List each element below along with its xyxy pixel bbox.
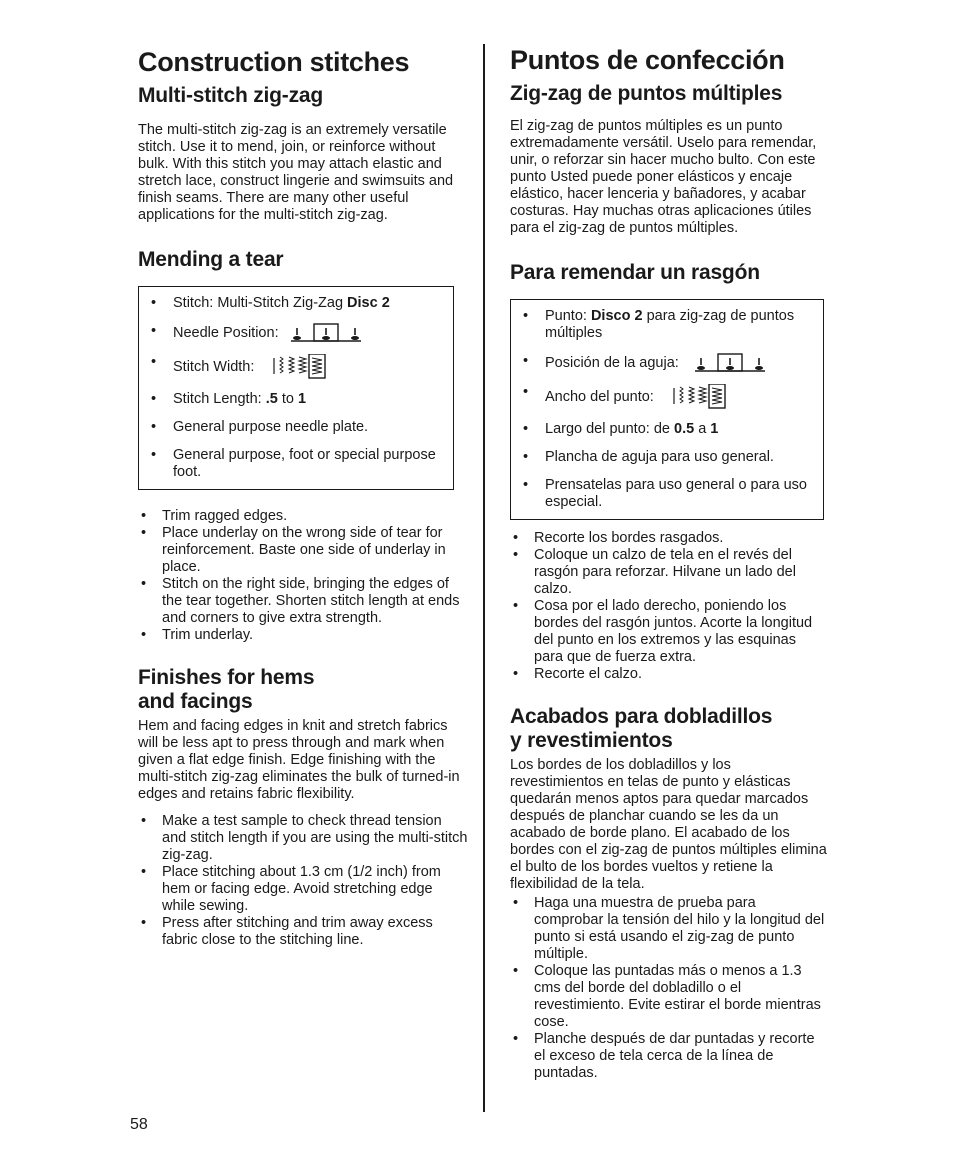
- list-item: • Trim ragged edges.: [138, 508, 468, 525]
- page-number: 58: [130, 1116, 148, 1133]
- settings-box-en: [138, 286, 454, 490]
- stitch-width-icon: [672, 384, 728, 410]
- setting-posicion-aguja: • Posición de la aguja:: [519, 353, 817, 373]
- list-item: • Haga una muestra de prueba para comprobar la tensión del hilo y la longitud del punto si está usando el zig-zag de punto múltiple.: [510, 895, 828, 963]
- setting-needle-position: • Needle Position:: [147, 323, 447, 343]
- finishes-heading-en: Finishes for hems and facings: [138, 666, 315, 713]
- list-item: • Recorte los bordes rasgados.: [510, 530, 828, 547]
- setting-stitch-width: • Stitch Width:: [147, 354, 447, 380]
- setting-needle-plate: • General purpose needle plate.: [147, 419, 447, 436]
- settings-box-es: [510, 299, 824, 520]
- english-column: [138, 44, 468, 949]
- list-item: • Stitch on the right side, bringing the edges of the tear together. Shorten stitch length at ends and corners to give extra strength.: [138, 576, 468, 627]
- finishes-steps-en: [138, 813, 468, 949]
- setting-stitch: • Stitch: Multi-Stitch Zig-Zag Disc 2: [147, 295, 447, 312]
- section-title-multi-stitch: Multi-stitch zig-zag: [138, 84, 323, 107]
- setting-largo-punto: • Largo del punto: de 0.5 a 1: [519, 421, 817, 438]
- spanish-column: [510, 44, 828, 1082]
- needle-position-icon: [289, 323, 363, 343]
- section-title-puntos-multiples: Zig-zag de puntos múltiples: [510, 82, 783, 105]
- column-divider: [483, 44, 485, 1112]
- mending-steps-es: [510, 530, 828, 683]
- mending-heading-en: Mending a tear: [138, 248, 284, 271]
- list-item: • Recorte el calzo.: [510, 666, 828, 683]
- stitch-width-icon: [272, 354, 328, 380]
- finishes-heading-es: Acabados para dobladillos y revestimientos: [510, 705, 773, 752]
- intro-paragraph-es: El zig-zag de puntos múltiples es un punto extremadamente versátil. Uselo para remendar, unir, o reforzar sin hacer mucho bulto. Con este punto Usted puede poner elásticos y encaje elástico, hacer lenceria y bañadores, y acabar costuras. Hay muchas otras aplicaciones útiles para el zig-zag de puntos múltiples.: [510, 118, 817, 236]
- list-item: • Press after stitching and trim away excess fabric close to the stitching line.: [138, 915, 468, 949]
- list-item: • Place stitching about 1.3 cm (1/2 inch) from hem or facing edge. Avoid stretching edge while sewing.: [138, 864, 468, 915]
- setting-ancho-punto: • Ancho del punto:: [519, 384, 817, 410]
- finishes-paragraph-en: Hem and facing edges in knit and stretch fabrics will be less apt to press through and mark when given a flat edge finish. Edge finishing with the multi-stitch zig-zag eliminates the bulk of turned-in edges and retains fabric flexibility.: [138, 718, 460, 802]
- list-item: • Trim underlay.: [138, 627, 468, 644]
- setting-foot: • General purpose, foot or special purpose foot.: [147, 447, 447, 481]
- list-item: • Cosa por el lado derecho, poniendo los bordes del rasgón juntos. Acorte la longitud del punto en los extremos y las esquinas para que de fuerza extra.: [510, 598, 828, 666]
- list-item: • Coloque un calzo de tela en el revés del rasgón para reforzar. Hilvane un lado del calzo.: [510, 547, 828, 598]
- needle-position-icon: [693, 353, 767, 373]
- list-item: • Make a test sample to check thread tension and stitch length if you are using the multi-stitch zig-zag.: [138, 813, 468, 864]
- setting-plancha-aguja: • Plancha de aguja para uso general.: [519, 449, 817, 466]
- setting-stitch-length: • Stitch Length: .5 to 1: [147, 391, 447, 408]
- setting-punto: • Punto: Disco 2 para zig-zag de puntos múltiples: [519, 308, 817, 342]
- finishes-paragraph-es: Los bordes de los dobladillos y los revestimientos en telas de punto y elásticas quedarán menos aptos para quedar marcados después de planchar cuando se les da un acabado de borde plano. El acabado de los bordes con el zig-zag de puntos múltiples elimina el bulto de los bordes vueltos y retiene la flexibilidad de la tela.: [510, 757, 827, 892]
- list-item: • Planche después de dar puntadas y recorte el exceso de tela cerca de la línea de puntadas.: [510, 1031, 828, 1082]
- page-title-es: Puntos de confección: [510, 45, 785, 75]
- mending-heading-es: Para remendar un rasgón: [510, 261, 760, 284]
- list-item: • Coloque las puntadas más o menos a 1.3 cms del borde del dobladillo o el revestimiento. Evite estirar el borde mientras cose.: [510, 963, 828, 1031]
- finishes-steps-es: [510, 895, 828, 1082]
- page-title-en: Construction stitches: [138, 47, 410, 77]
- setting-prensatelas: • Prensatelas para uso general o para uso especial.: [519, 477, 817, 511]
- intro-paragraph-en: The multi-stitch zig-zag is an extremely versatile stitch. Use it to mend, join, or reinforce without bulk. With this stitch you may attach elastic and stretch lace, construct lingerie and swimsuits and finish seams. There are many other useful applications for the multi-stitch zig-zag.: [138, 122, 454, 223]
- list-item: • Place underlay on the wrong side of tear for reinforcement. Baste one side of underlay in place.: [138, 525, 468, 576]
- mending-steps-en: [138, 508, 468, 644]
